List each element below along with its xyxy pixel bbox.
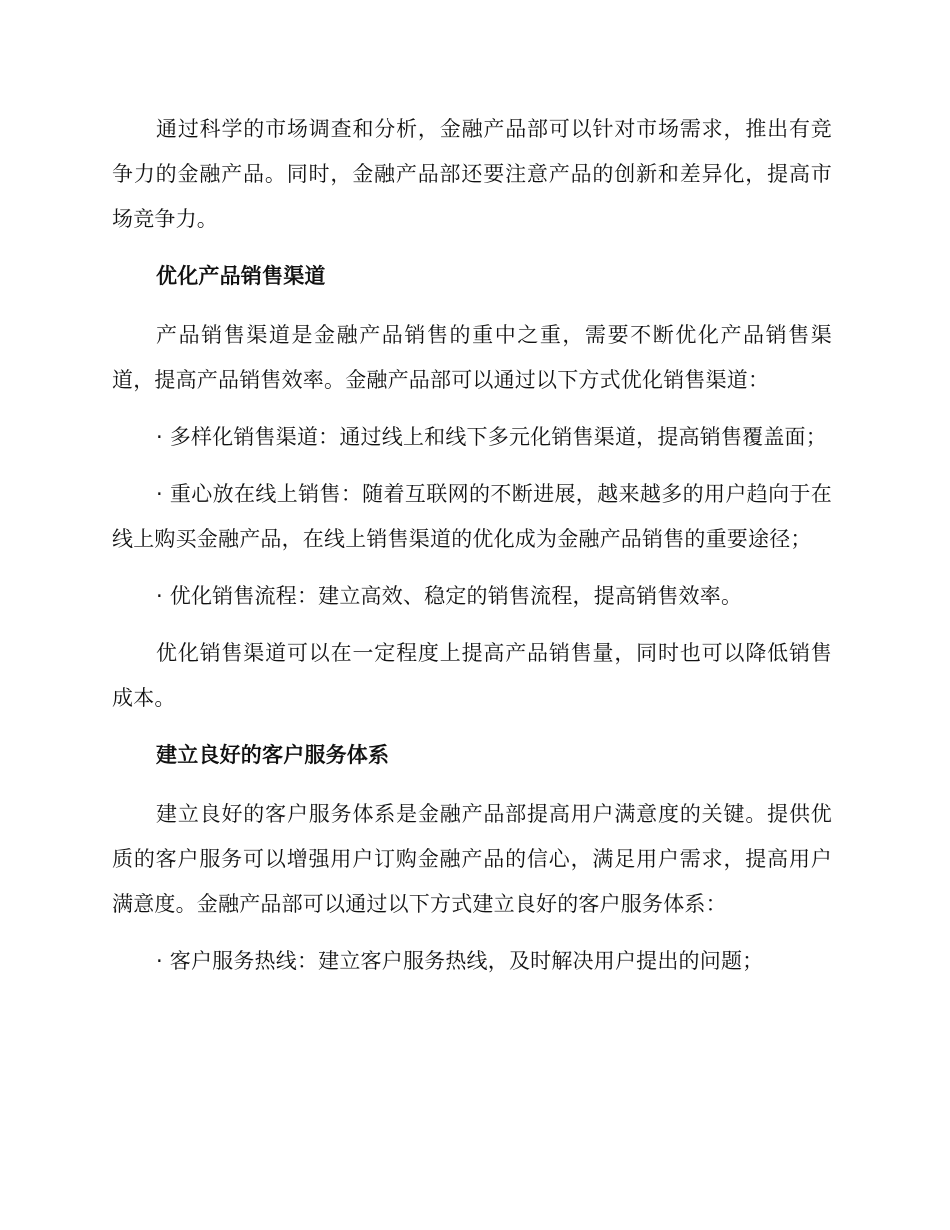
paragraph-market-research: 通过科学的市场调查和分析，金融产品部可以针对市场需求，推出有竞争力的金融产品。同时，金融产品部还要注意产品的创新和差异化，提高市场竞争力。: [112, 117, 832, 231]
bullet-diversified-channels: · 多样化销售渠道：通过线上和线下多元化销售渠道，提高销售覆盖面；: [156, 425, 827, 449]
heading-optimize-sales-channels: 优化产品销售渠道: [156, 264, 326, 288]
document-body: [112, 107, 832, 996]
paragraph-customer-service-intro: 建立良好的客户服务体系是金融产品部提高用户满意度的关键。提供优质的客户服务可以增强用户订购金融产品的信心，满足用户需求，提高用户满意度。金融产品部可以通过以下方式建立良好的客户服务体系：: [112, 802, 832, 916]
bullet-customer-service-hotline: · 客户服务热线：建立客户服务热线，及时解决用户提出的问题；: [156, 949, 764, 973]
bullet-optimize-sales-process: · 优化销售流程：建立高效、稳定的销售流程，提高销售效率。: [156, 584, 743, 608]
paragraph-sales-channels-intro: 产品销售渠道是金融产品销售的重中之重，需要不断优化产品销售渠道，提高产品销售效率。金融产品部可以通过以下方式优化销售渠道：: [112, 323, 832, 392]
heading-customer-service-system: 建立良好的客户服务体系: [156, 743, 390, 767]
bullet-online-sales-focus: · 重心放在线上销售：随着互联网的不断进展，越来越多的用户趋向于在线上购买金融产品，在线上销售渠道的优化成为金融产品销售的重要途径；: [112, 482, 832, 551]
paragraph-sales-channels-summary: 优化销售渠道可以在一定程度上提高产品销售量，同时也可以降低销售成本。: [112, 641, 832, 710]
